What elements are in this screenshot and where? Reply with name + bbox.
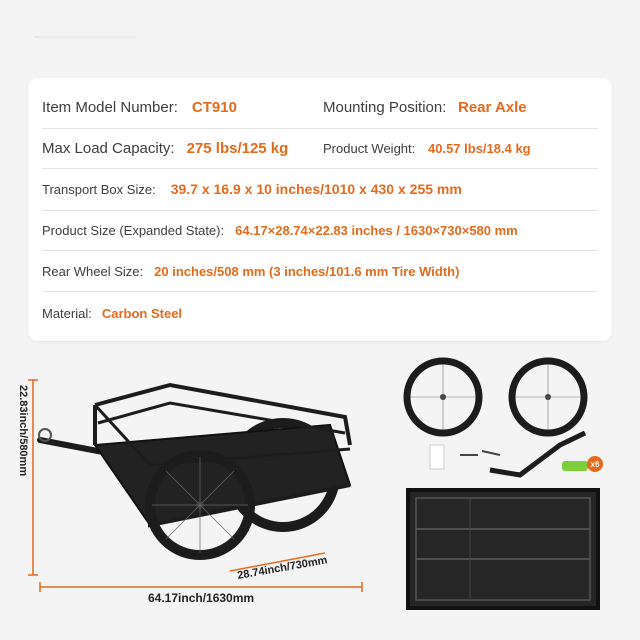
quantity-badge: [587, 456, 603, 472]
spec-row-size: [42, 219, 598, 241]
item-model-value: CT910: [191, 98, 237, 116]
height-dimension-label: 22.83inch/580mm: [17, 385, 29, 477]
spec-card: [28, 78, 612, 341]
folded-box-image: [408, 490, 598, 608]
spec-row-transport: [42, 178, 598, 200]
transport-box-value: 39.7 x 16.9 x 10 inches/1010 x 430 x 255 mm: [170, 181, 462, 197]
quantity-badge-label: x6: [590, 460, 600, 469]
green-part: [562, 461, 588, 471]
product-weight-value: 40.57 lbs/18.4 kg: [428, 140, 531, 156]
rear-wheel-value: 20 inches/508 mm (3 inches/101.6 mm Tire Width): [154, 263, 460, 279]
max-load-label: Max Load Capacity:: [42, 139, 175, 157]
width-dimension: [230, 553, 328, 582]
spec-row-model: [42, 96, 598, 118]
rear-wheel-label: Rear Wheel Size:: [42, 263, 144, 279]
mounting-value: Rear Axle: [458, 98, 527, 116]
material-label: Material:: [42, 305, 92, 321]
max-load-value: 275 lbs/125 kg: [186, 139, 289, 157]
length-dimension: [40, 582, 362, 605]
spec-row-material: [42, 302, 598, 324]
item-model-label: Item Model Number:: [42, 98, 178, 116]
material-value: Carbon Steel: [101, 305, 183, 321]
row-divider: [42, 210, 598, 211]
width-dimension-label: 28.74inch/730mm: [236, 554, 329, 582]
product-size-value: 64.17×28.74×22.83 inches / 1630×730×580 mm: [235, 222, 518, 238]
row-divider: [42, 291, 598, 292]
spec-row-load: [42, 137, 598, 159]
spare-wheels-image: [407, 361, 584, 433]
product-size-label: Product Size (Expanded State):: [42, 222, 225, 238]
product-weight-label: Product Weight:: [323, 140, 416, 156]
length-dimension-label: 64.17inch/1630mm: [148, 591, 255, 605]
manual-icon: [430, 445, 444, 469]
hardware-parts-image: [430, 433, 588, 475]
mounting-label: Mounting Position:: [323, 98, 447, 116]
product-illustration: [0, 345, 640, 640]
top-divider: [34, 36, 136, 38]
row-divider: [42, 128, 598, 129]
spec-row-wheel: [42, 260, 598, 282]
height-dimension: [17, 380, 38, 575]
row-divider: [42, 168, 598, 169]
row-divider: [42, 250, 598, 251]
trailer-image: [39, 385, 350, 555]
transport-box-label: Transport Box Size:: [42, 181, 156, 197]
